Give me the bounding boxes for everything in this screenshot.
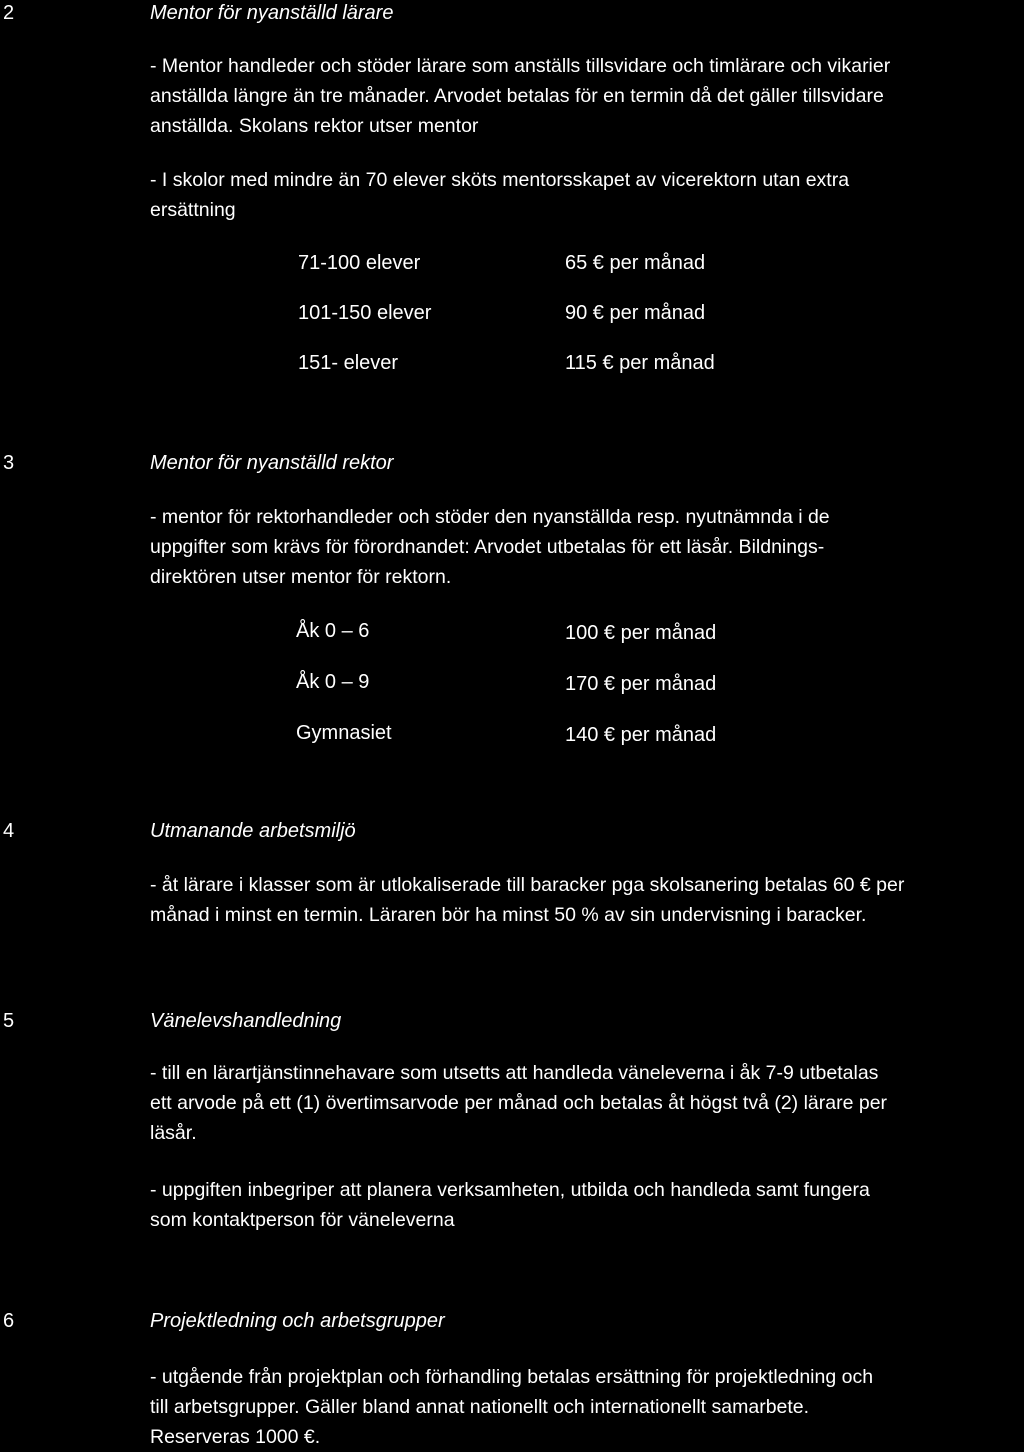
paragraph-line: ersättning <box>150 199 236 221</box>
section-number: 6 <box>3 1310 15 1332</box>
paragraph <box>150 51 1022 141</box>
section-heading: Vänelevshandledning <box>150 1010 342 1032</box>
paragraph-line: - utgående från projektplan och förhandling betalas ersättning för projektledning och <box>150 1366 874 1388</box>
table-row-label: Åk 0 – 6 <box>296 620 370 642</box>
paragraph-line: - mentor för rektorhandleder och stöder den nyanställda resp. nyutnämnda i de <box>150 506 830 528</box>
paragraph-line: - uppgiften inbegriper att planera verksamheten, utbilda och handleda samt fungera <box>150 1179 870 1201</box>
section-heading: Projektledning och arbetsgrupper <box>150 1310 445 1332</box>
table-row-label: Gymnasiet <box>296 722 392 744</box>
paragraph-line: anställda. Skolans rektor utser mentor <box>150 115 479 137</box>
section-heading: Utmanande arbetsmiljö <box>150 820 356 842</box>
paragraph-line: direktören utser mentor för rektorn. <box>150 566 452 588</box>
section-heading: Mentor för nyanställd lärare <box>150 2 394 24</box>
paragraph-line: som kontaktperson för väneleverna <box>150 1209 455 1231</box>
paragraph-line: läsår. <box>150 1122 197 1144</box>
table-row-value: 90 € per månad <box>565 302 706 324</box>
section-number: 4 <box>3 820 15 842</box>
paragraph-line: ett arvode på ett (1) övertimsarvode per månad och betalas åt högst två (2) lärare per <box>150 1092 888 1114</box>
table-row-value: 140 € per månad <box>565 724 717 746</box>
paragraph <box>150 870 1022 930</box>
paragraph-line: - Mentor handleder och stöder lärare som anställs tillsvidare och timlärare och vikarier <box>150 55 891 77</box>
table-row-value: 65 € per månad <box>565 252 706 274</box>
table-row-value: 170 € per månad <box>565 673 717 695</box>
table-row-label: Åk 0 – 9 <box>296 671 370 693</box>
paragraph-line: uppgifter som krävs för förordnandet: Arvodet utbetalas för ett läsår. Bildnings- <box>150 536 825 558</box>
paragraph-line: till arbetsgrupper. Gäller bland annat nationellt och internationellt samarbete. <box>150 1396 810 1418</box>
paragraph <box>150 1058 1022 1148</box>
paragraph-line: - till en lärartjänstinnehavare som utsetts att handleda väneleverna i åk 7-9 utbetalas <box>150 1062 879 1084</box>
section-number: 2 <box>3 2 15 24</box>
paragraph-line: anställda längre än tre månader. Arvodet betalas för en termin då det gäller tillsvidare <box>150 85 884 107</box>
table-row-value: 100 € per månad <box>565 622 717 644</box>
paragraph <box>150 165 1022 225</box>
paragraph-line: - I skolor med mindre än 70 elever sköts mentorsskapet av vicerektorn utan extra <box>150 169 850 191</box>
section-number: 5 <box>3 1010 15 1032</box>
paragraph-line: Reserveras 1000 €. <box>150 1426 321 1448</box>
paragraph-line: månad i minst en termin. Läraren bör ha minst 50 % av sin undervisning i baracker. <box>150 904 867 926</box>
paragraph <box>150 1175 1022 1235</box>
paragraph <box>150 502 1022 592</box>
section-number: 3 <box>3 452 15 474</box>
table-row-label: 71-100 elever <box>298 252 421 274</box>
table-row-label: 151- elever <box>298 352 399 374</box>
paragraph <box>150 1362 1022 1452</box>
section-heading: Mentor för nyanställd rektor <box>150 452 394 474</box>
table-row-label: 101-150 elever <box>298 302 432 324</box>
table-row-value: 115 € per månad <box>565 352 715 374</box>
paragraph-line: - åt lärare i klasser som är utlokaliserade till baracker pga skolsanering betalas 60 € per <box>150 874 905 896</box>
